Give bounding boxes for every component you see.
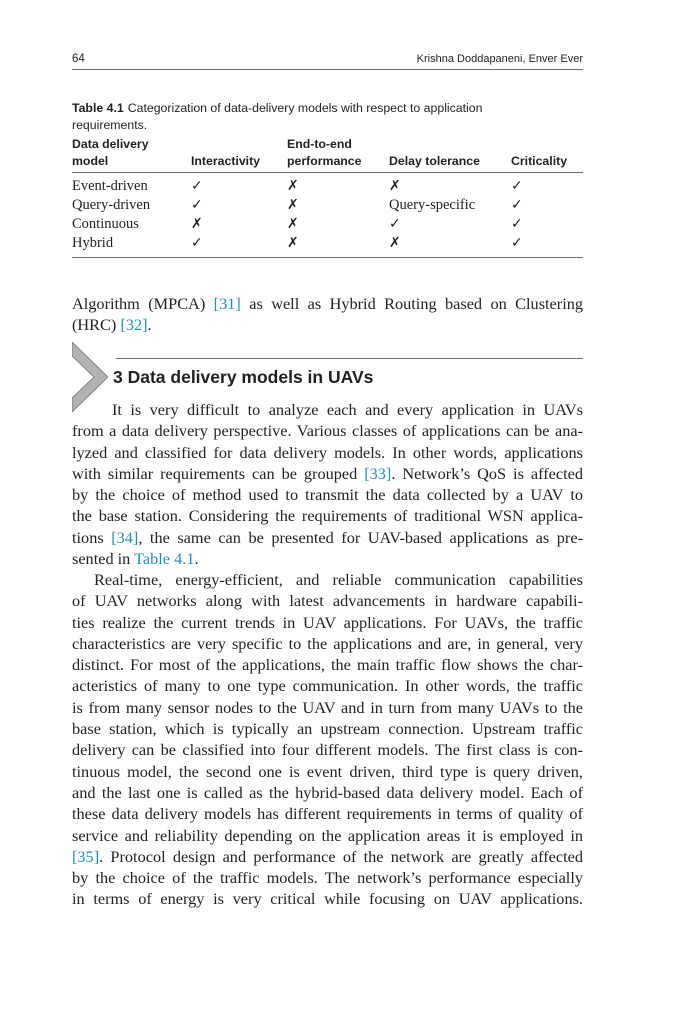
intro-line <box>72 314 583 335</box>
table-body <box>72 173 583 258</box>
cell-performance: ✗ <box>287 197 299 213</box>
citation-link[interactable]: [33] <box>364 463 392 483</box>
table-caption <box>72 100 583 134</box>
citation-link[interactable]: [35] <box>72 846 100 866</box>
paragraph-line: by the choice of the traffic models. The network’s performance especially <box>72 868 583 888</box>
paragraph-line: delivery can be classified into four different models. The first class is con- <box>72 740 583 760</box>
cell-criticality: ✓ <box>511 178 523 194</box>
running-authors: Krishna Doddapaneni, Enver Ever <box>416 53 583 65</box>
running-header <box>72 52 583 70</box>
paragraph-2 <box>72 569 583 910</box>
paragraph-1 <box>72 399 583 569</box>
text-run: . Protocol design and performance of the network are greatly affected <box>99 846 583 866</box>
header-criticality: Criticality <box>511 154 568 168</box>
table-reference-link[interactable]: Table 4.1 <box>134 549 195 569</box>
cell-model: Continuous <box>72 216 139 232</box>
paragraph-line: It is very difficult to analyze each and every application in UAVs <box>112 400 583 419</box>
header-interactivity: Interactivity <box>191 154 261 168</box>
text-run: as well as Hybrid Routing based on Clustering <box>249 294 584 313</box>
section-title: Data delivery models in UAVs <box>127 367 374 387</box>
table-row <box>72 197 583 216</box>
paragraph-line: tinuous model, the second one is event driven, third type is query driven, <box>72 761 583 781</box>
paragraph-line <box>72 527 583 548</box>
header-performance <box>287 136 362 170</box>
text-run: tions <box>72 527 104 547</box>
paragraph-line <box>72 463 583 484</box>
cell-performance: ✗ <box>287 216 299 232</box>
header-performance-line1: End-to-end <box>287 137 352 151</box>
cell-interactivity: ✓ <box>191 197 203 213</box>
citation-link[interactable]: [32] <box>120 315 148 335</box>
paragraph-line: distinct. For most of the applications, the main traffic flow shows the char- <box>72 655 583 675</box>
paragraph-line: of UAV networks along with latest advancements in hardware capabili- <box>72 591 583 611</box>
section-number: 3 <box>113 367 123 387</box>
cell-interactivity: ✓ <box>191 235 203 251</box>
table-header-row <box>72 136 583 173</box>
text-run: with similar requirements can be grouped <box>72 463 358 483</box>
intro-line <box>72 293 583 314</box>
table-caption-text-2: requirements. <box>72 118 148 132</box>
paragraph-line: characteristics are very specific to the applications and are, in general, very <box>72 633 583 653</box>
header-model-line2: model <box>72 154 109 168</box>
cell-criticality: ✓ <box>511 235 523 251</box>
paragraph-line: by the choice of method used to transmit the data collected by a UAV to <box>72 485 583 505</box>
table-row <box>72 235 583 254</box>
data-delivery-table <box>72 136 583 258</box>
paragraph-line: the base station. Considering the requirements of traditional WSN applica- <box>72 506 583 526</box>
cell-delay: ✗ <box>389 235 401 251</box>
paragraph-line: Real-time, energy-efficient, and reliable communication capabilities <box>94 570 583 589</box>
paragraph-line <box>72 548 583 569</box>
cell-delay: ✗ <box>389 178 401 194</box>
text-run: . <box>194 549 199 569</box>
cell-interactivity: ✗ <box>191 216 203 232</box>
table-label: Table 4.1 <box>72 101 124 115</box>
section-rule <box>116 358 583 359</box>
header-delay-tolerance: Delay tolerance <box>389 154 480 168</box>
header-performance-line2: performance <box>287 154 362 168</box>
cell-delay: ✓ <box>389 216 401 232</box>
header-model-line1: Data delivery <box>72 137 149 151</box>
text-run: , the same can be presented for UAV-based applications as pre- <box>138 527 583 547</box>
cell-performance: ✗ <box>287 178 299 194</box>
page-number: 64 <box>72 53 85 65</box>
paragraph-line: ties realize the current trends in UAV applications. For UAVs, the traffic <box>72 612 583 632</box>
cell-criticality: ✓ <box>511 216 523 232</box>
cell-performance: ✗ <box>287 235 299 251</box>
paragraph-line: lyzed and classified for data delivery models. In other words, applications <box>72 442 583 462</box>
section-heading <box>113 367 373 388</box>
cell-interactivity: ✓ <box>191 178 203 194</box>
text-run: . Network’s QoS is affected <box>391 463 583 483</box>
citation-link[interactable]: [34] <box>111 527 139 547</box>
table-row <box>72 216 583 235</box>
cell-model: Query-driven <box>72 197 151 213</box>
paragraph-line: from a data delivery perspective. Various classes of applications can be ana- <box>72 421 583 441</box>
cell-criticality: ✓ <box>511 197 523 213</box>
citation-link[interactable]: [31] <box>213 294 241 313</box>
paragraph-line: base station, which is typically an upstream connection. Upstream traffic <box>72 719 583 739</box>
header-model <box>72 136 149 170</box>
paragraph-line: these data delivery models has different requirements in terms of quality of <box>72 804 583 824</box>
paragraph-line: acteristics of many to one type communication. In other words, the traffic <box>72 676 583 696</box>
text-run: Algorithm (MPCA) <box>72 294 206 313</box>
paragraph-line: in terms of energy is very critical while focusing on UAV applications. <box>72 889 583 909</box>
cell-delay: Query-specific <box>389 197 476 213</box>
table-row <box>72 178 583 197</box>
cell-model: Event-driven <box>72 178 148 194</box>
text-run: . <box>147 315 152 335</box>
text-run: (HRC) <box>72 315 117 335</box>
paragraph-line: and the last one is called as the hybrid-based data delivery model. Each of <box>72 782 583 802</box>
text-run: sented in <box>72 549 131 569</box>
intro-paragraph <box>72 293 583 336</box>
paragraph-line: service and reliability depending on the application areas it is employed in <box>72 825 583 845</box>
paragraph-line <box>72 846 583 867</box>
paragraph-line: is from many sensor nodes to the UAV and in turn from many UAVs to the <box>72 697 583 717</box>
table-caption-text: Categorization of data-delivery models with respect to application <box>127 101 483 115</box>
cell-model: Hybrid <box>72 235 114 251</box>
